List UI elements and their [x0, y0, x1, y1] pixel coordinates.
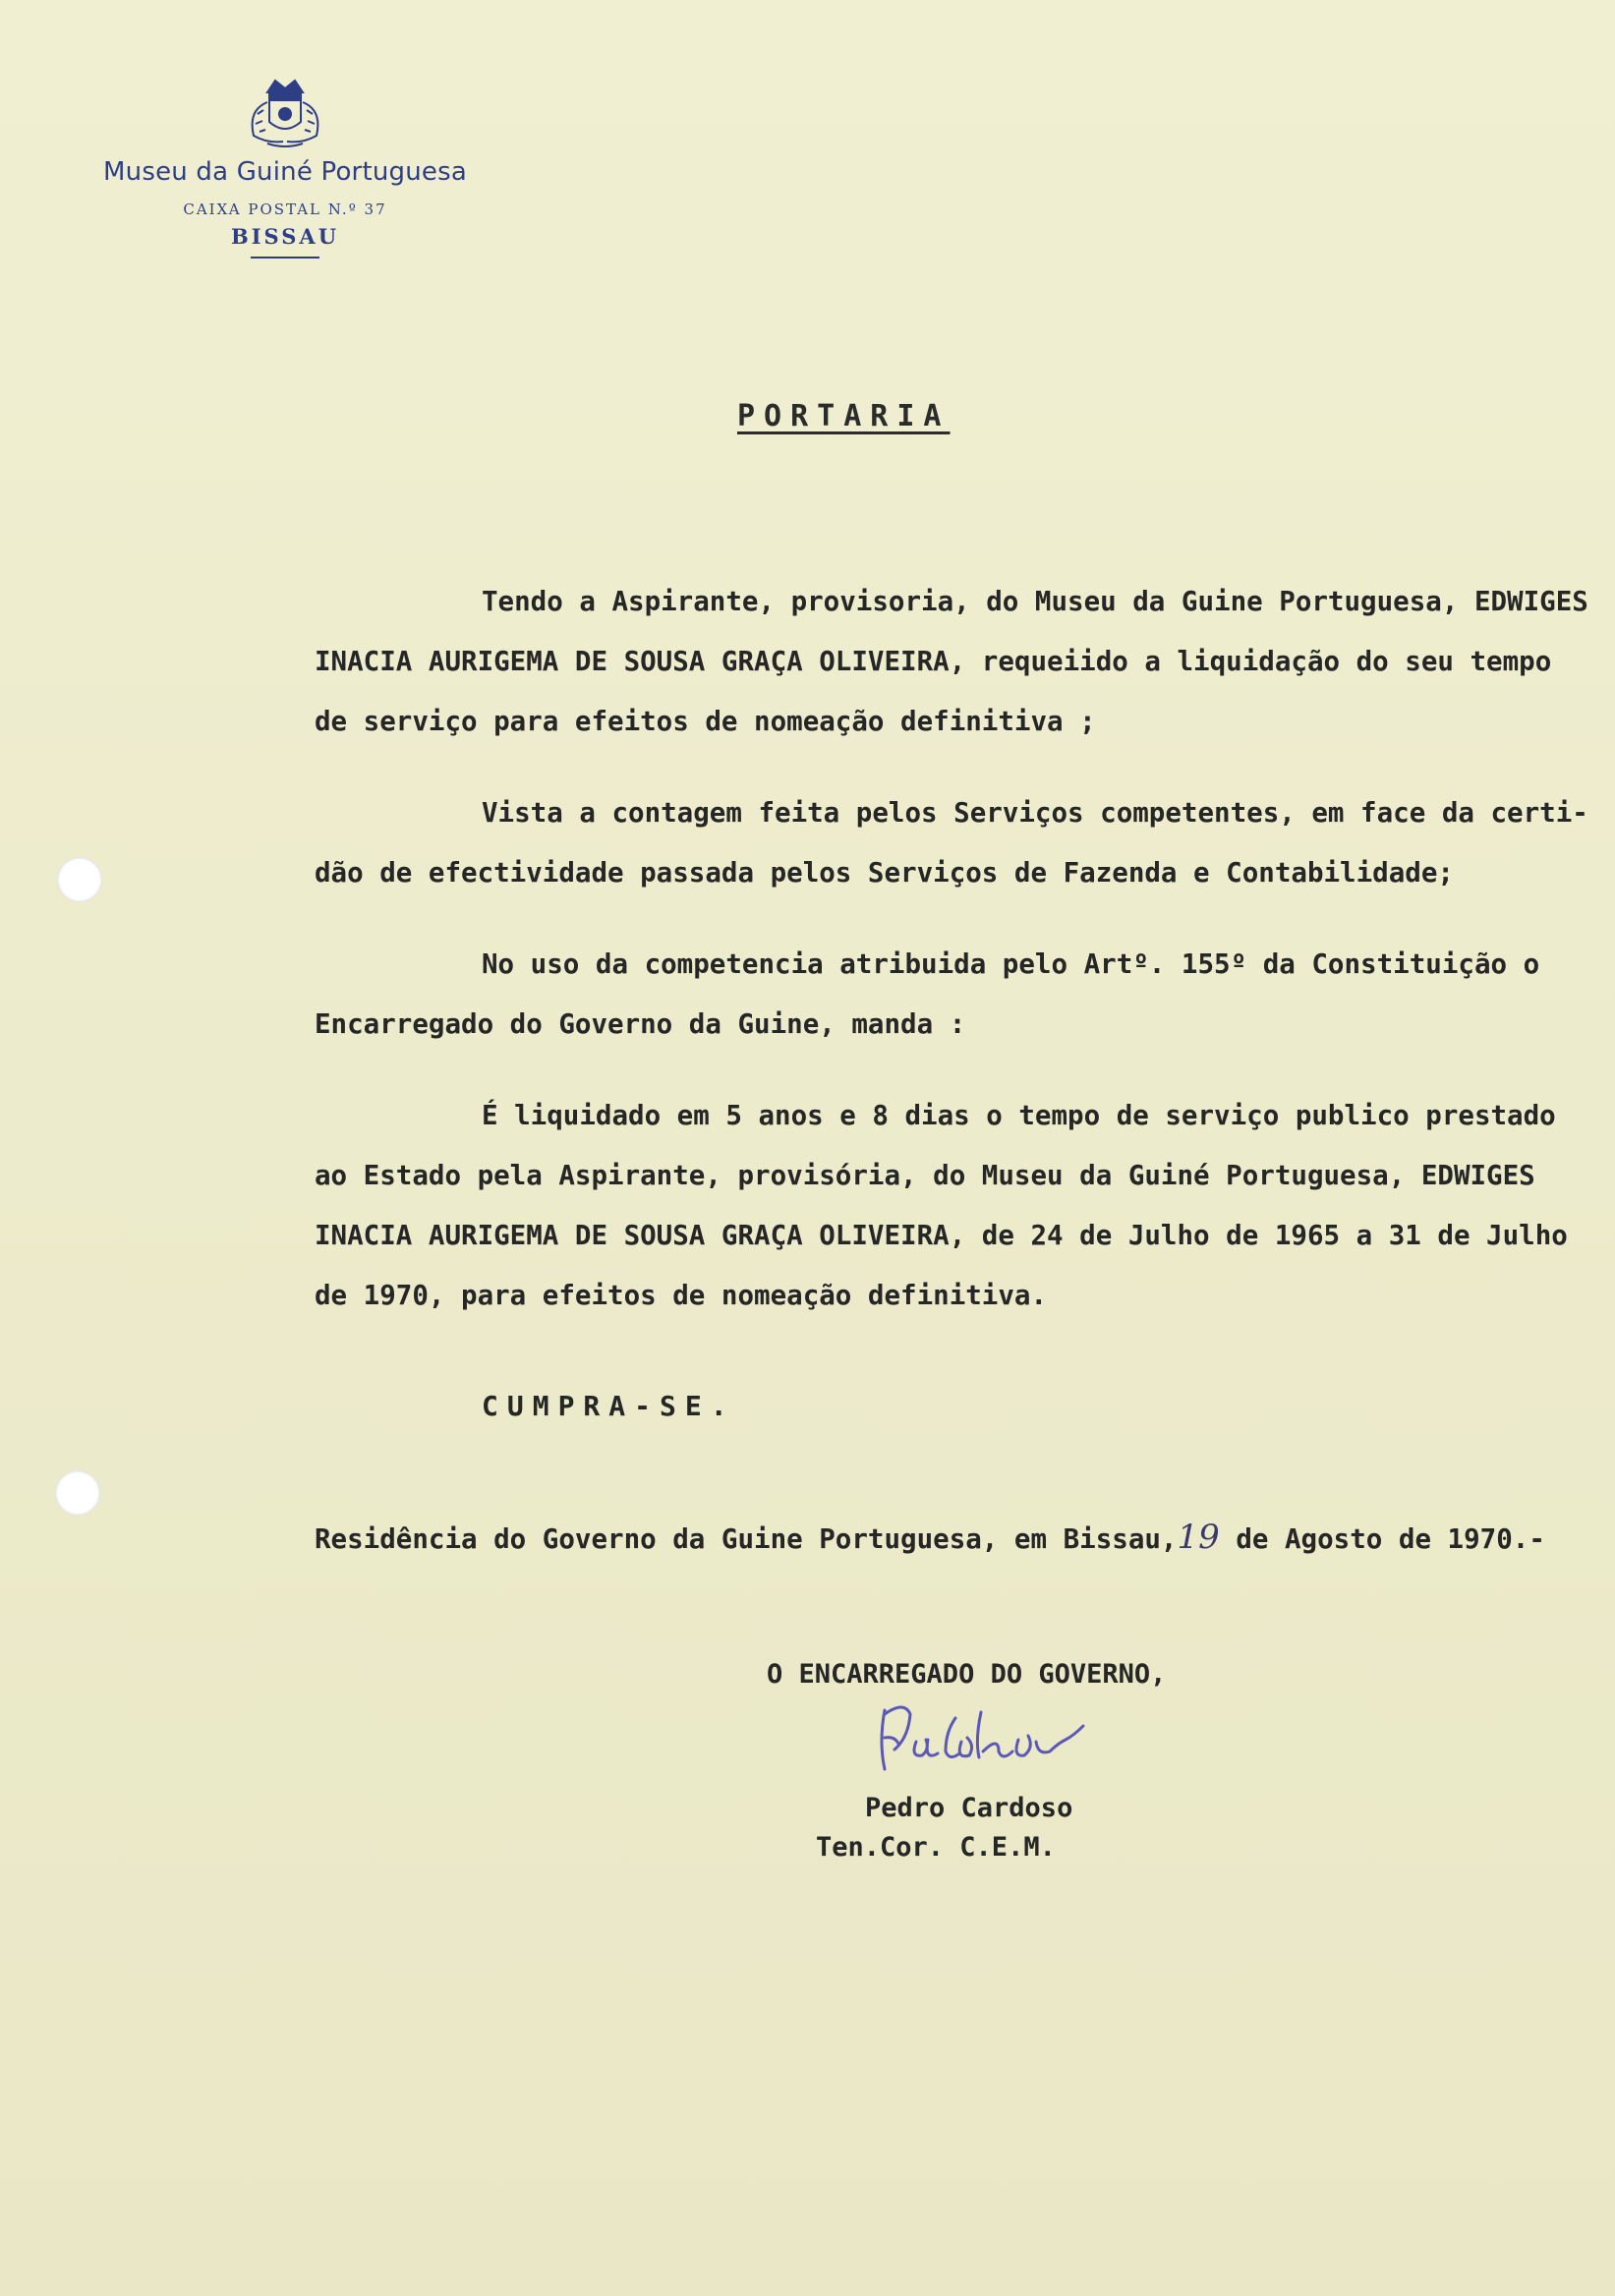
signatory-rank: Ten.Cor. C.E.M. [816, 1832, 1056, 1863]
handwritten-day: 19 [1177, 1518, 1220, 1557]
postal-box: CAIXA POSTAL N.º 37 [183, 201, 387, 218]
paragraph-line: Vista a contagem feita pelos Serviços competentes, em face da certi- [482, 797, 1588, 829]
handwritten-signature [865, 1693, 1160, 1781]
place-date-suffix: de Agosto de 1970.- [1219, 1523, 1545, 1555]
paragraph-line: Tendo a Aspirante, provisoria, do Museu da Guine Portuguesa, EDWIGES [482, 586, 1588, 617]
museum-name: Museu da Guiné Portuguesa [103, 157, 467, 187]
coat-of-arms-icon [238, 71, 332, 151]
paragraph-2 [315, 783, 1592, 903]
letterhead [79, 71, 491, 258]
place-and-date [315, 1518, 1545, 1557]
place-date-prefix: Residência do Governo da Guine Portuguesa, em Bissau, [315, 1523, 1178, 1555]
punch-hole-top [57, 857, 102, 902]
paragraph-1 [315, 572, 1592, 752]
document-title: PORTARIA [737, 399, 951, 433]
letterhead-divider [251, 257, 319, 258]
punch-hole-bottom [55, 1470, 100, 1516]
paragraph-4 [315, 1086, 1592, 1326]
paragraph-3 [315, 935, 1592, 1055]
paragraph-line: INACIA AURIGEMA DE SOUSA GRAÇA OLIVEIRA, requeiido a liquidação do seu tempo [315, 646, 1552, 677]
paragraph-line: de serviço para efeitos de nomeação definitiva ; [315, 706, 1096, 737]
signatory-role: O ENCARREGADO DO GOVERNO, [767, 1659, 1167, 1690]
document-body [315, 572, 1592, 1326]
paragraph-line: Encarregado do Governo da Guine, manda : [315, 1008, 966, 1040]
signatory-name: Pedro Cardoso [865, 1793, 1073, 1823]
paragraph-line: No uso da competencia atribuida pelo Artº. 155º da Constituição o [482, 948, 1540, 980]
paragraph-line: INACIA AURIGEMA DE SOUSA GRAÇA OLIVEIRA, de 24 de Julho de 1965 a 31 de Julho [315, 1220, 1568, 1251]
paragraph-line: de 1970, para efeitos de nomeação definitiva. [315, 1280, 1048, 1311]
paragraph-line: dão de efectividade passada pelos Serviços de Fazenda e Contabilidade; [315, 857, 1454, 889]
paragraph-line: É liquidado em 5 anos e 8 dias o tempo de serviço publico prestado [482, 1100, 1556, 1131]
closing-formula: CUMPRA-SE. [482, 1390, 736, 1422]
city: BISSAU [230, 224, 340, 249]
paragraph-line: ao Estado pela Aspirante, provisória, do Museu da Guiné Portuguesa, EDWIGES [315, 1160, 1535, 1191]
